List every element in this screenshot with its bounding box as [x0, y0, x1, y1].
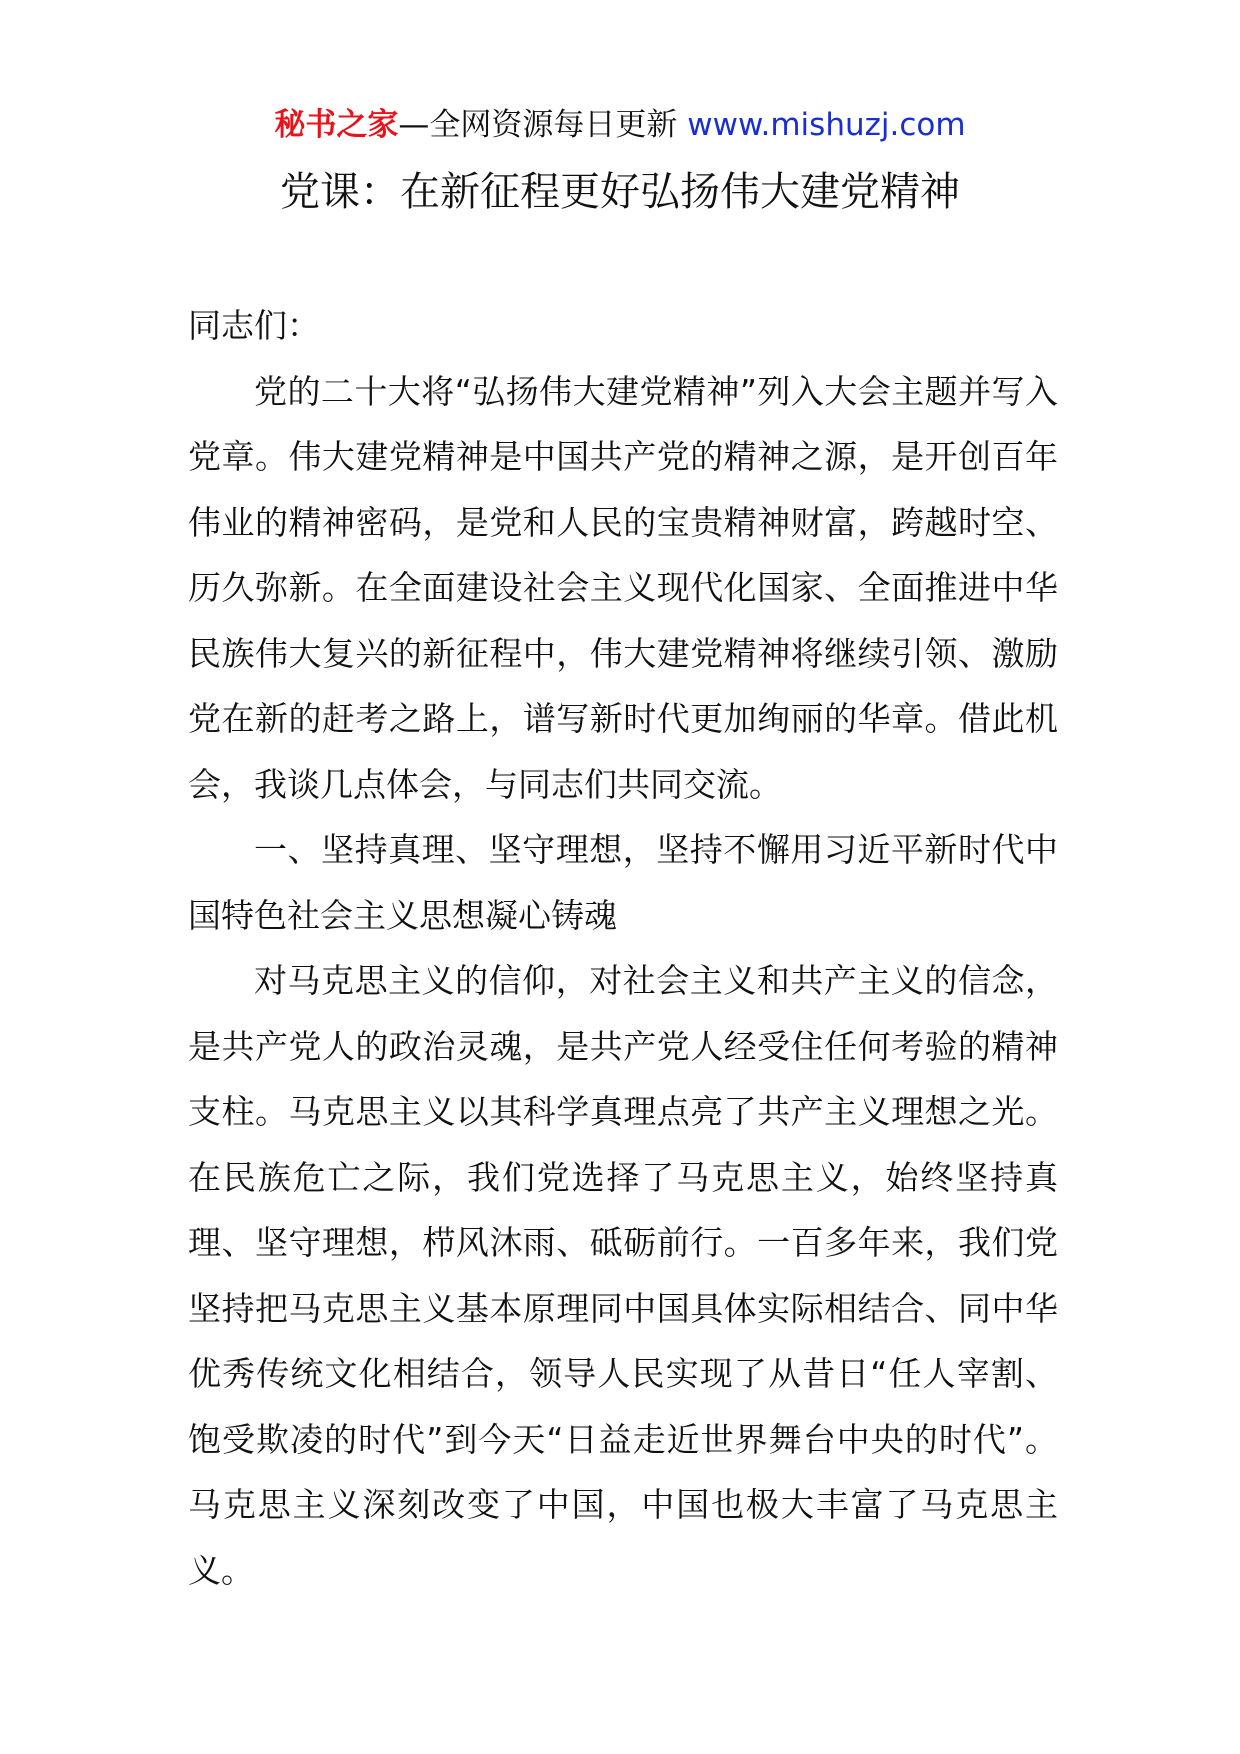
- paragraph-section-1: 对马克思主义的信仰，对社会主义和共产主义的信念，是共产党人的政治灵魂，是共产党人经受住任何考验的精神支柱。马克思主义以其科学真理点亮了共产主义理想之光。在民族危亡之际，我们党选择了马克思主义，始终坚持真理、坚守理想，栉风沐雨、砥砺前行。一百多年来，我们党坚持把马克思主义基本原理同中国具体实际相结合、同中华优秀传统文化相结合，领导人民实现了从昔日“任人宰割、饱受欺凌的时代”到今天“日益走近世界舞台中央的时代”。马克思主义深刻改变了中国，中国也极大丰富了马克思主义。: [188, 961, 1058, 1590]
- document-title: 党课：在新征程更好弘扬伟大建党精神: [280, 169, 960, 215]
- section-heading-1: 一、坚持真理、坚守理想，坚持不懈用习近平新时代中国特色社会主义思想凝心铸魂: [188, 830, 1058, 935]
- site-header: [0, 100, 1240, 150]
- site-url-link[interactable]: www.mishuzj.com: [687, 107, 966, 143]
- paragraph-intro: 党的二十大将“弘扬伟大建党精神”列入大会主题并写入党章。伟大建党精神是中国共产党的精神之源，是开创百年伟业的精神密码，是党和人民的宝贵精神财富，跨越时空、历久弥新。在全面建设社会主义现代化国家、全面推进中华民族伟大复兴的新征程中，伟大建党精神将继续引领、激励党在新的赶考之路上，谱写新时代更加绚丽的华章。借此机会，我谈几点体会，与同志们共同交流。: [188, 371, 1058, 804]
- salutation: 同志们：: [188, 306, 320, 345]
- site-slogan: —全网资源每日更新: [398, 107, 688, 143]
- document-body: [188, 293, 1058, 1603]
- site-brand: 秘书之家: [274, 107, 399, 143]
